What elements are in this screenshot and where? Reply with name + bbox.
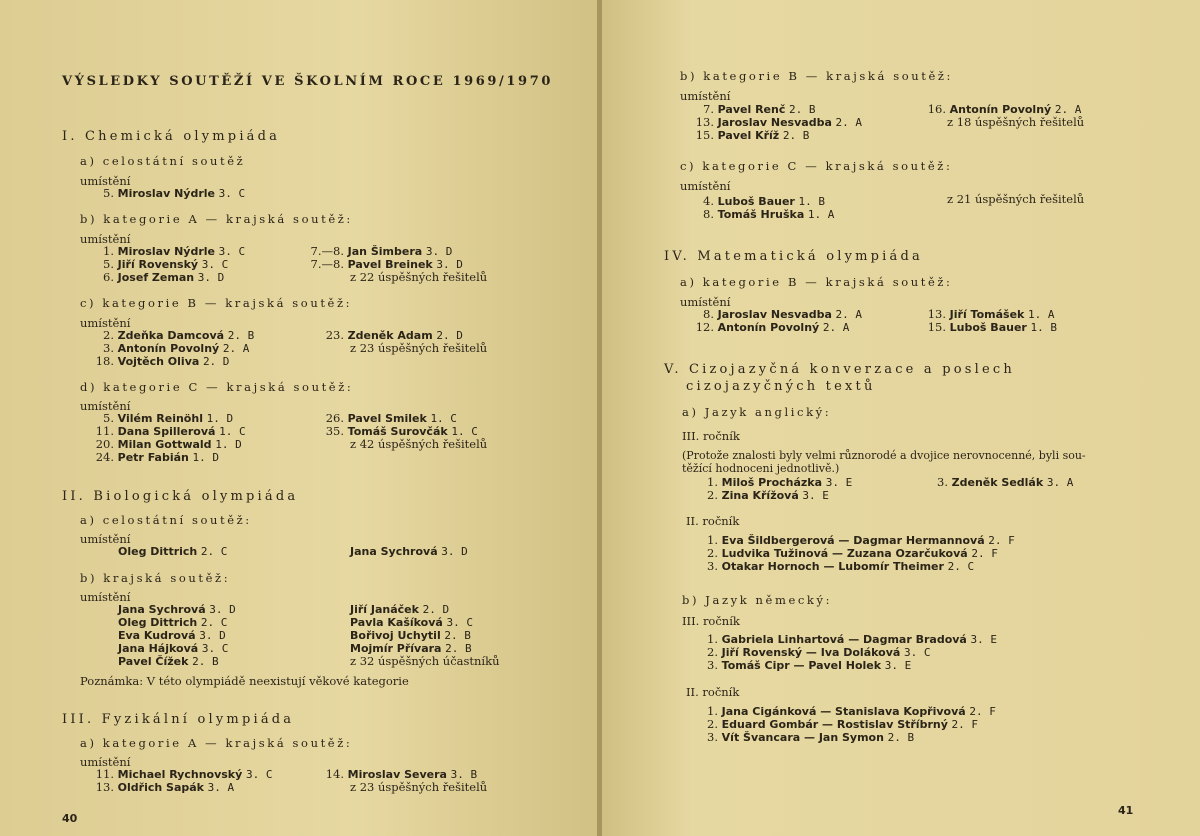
result-row [702, 547, 1015, 560]
result-class: 3. C [245, 768, 273, 781]
result-class: 3. C [201, 642, 229, 655]
result-name: Jiří Rovenský [117, 258, 199, 271]
result-class: 1. A [1028, 308, 1055, 321]
placement-label: umístění [80, 755, 131, 769]
result-row [350, 629, 473, 642]
result-name: Antonín Povolný [717, 321, 820, 334]
fyz-a-total: z 23 úspěšných řešitelů [350, 780, 488, 794]
placement-label: umístění [80, 532, 131, 546]
result-class: 1. D [206, 412, 234, 425]
english-3rd-year-label: III. ročník [682, 429, 740, 443]
result-row [80, 271, 245, 284]
result-row [118, 655, 236, 668]
section-biology-heading: II. Biologická olympiáda [62, 489, 299, 504]
result-class: 2. F [988, 534, 1015, 547]
result-row [118, 603, 236, 616]
german-label: b) Jazyk německý: [682, 593, 833, 607]
result-class: 2. F [951, 718, 979, 731]
result-class: 1. C [219, 425, 246, 438]
page-title: VÝSLEDKY SOUTĚŽÍ VE ŠKOLNÍM ROCE 1969/1970 [62, 74, 553, 89]
result-row [702, 646, 997, 659]
german-2nd-year-label: II. ročník [686, 685, 740, 699]
result-row [680, 208, 834, 221]
bio-a-result-right [350, 545, 468, 558]
result-name: Jiří Tomášek [949, 308, 1025, 321]
result-rank: 26. [325, 411, 344, 425]
result-row [902, 321, 1057, 334]
result-rank: 24. [95, 450, 114, 464]
result-rank: 16. [927, 102, 946, 116]
result-name: Miroslav Severa [347, 768, 447, 781]
result-rank: 4. [703, 194, 714, 208]
result-row [702, 560, 1015, 573]
chem-b-results-left [80, 245, 245, 284]
result-class: 1. B [798, 195, 825, 208]
result-rank: 2. [707, 546, 718, 560]
result-name: Pavla Kašíková [350, 616, 443, 629]
result-rank: 7. [703, 102, 714, 116]
result-rank: 5. [103, 411, 114, 425]
chem-c-results-left [80, 329, 254, 368]
chem-b-total: z 22 úspěšných řešitelů [350, 270, 488, 284]
result-rank: 7.—8. [310, 257, 344, 271]
result-name: Oldřich Sapák [117, 781, 204, 794]
result-rank: 15. [927, 320, 946, 334]
result-rank: 8. [703, 307, 714, 321]
result-name: Zdeněk Adam [347, 329, 433, 342]
result-name: Miroslav Nýdrle [117, 245, 216, 258]
result-class: 2. D [422, 603, 450, 616]
result-class: 2. A [222, 342, 250, 355]
german-3-results [702, 633, 997, 672]
result-class: 3. D [425, 245, 453, 258]
bio-a-label: a) celostátní soutěž: [80, 513, 252, 527]
section-languages-heading-2: cizojazyčných textů [686, 379, 876, 394]
section-physics-heading: III. Fyzikální olympiáda [62, 712, 295, 727]
result-rank: 13. [95, 780, 114, 794]
placement-label: umístění [80, 590, 131, 604]
result-class: 3. D [209, 603, 236, 616]
result-rank: 2. [707, 488, 718, 502]
fyz-a-label: a) kategorie A — krajská soutěž: [80, 736, 353, 750]
result-rank: 2. [707, 645, 718, 659]
result-rank: 2. [103, 328, 114, 342]
bio-b-total: z 32 úspěšných účastníků [350, 654, 500, 668]
result-class: 2. B [789, 103, 816, 116]
result-name: Tomáš Cipr — Pavel Holek [721, 659, 882, 672]
result-row [80, 187, 245, 200]
fyz-b-results-left [680, 103, 862, 142]
result-rank: 1. [707, 704, 718, 718]
result-name: Michael Rychnovský [117, 768, 243, 781]
result-rank: 8. [703, 207, 714, 221]
result-class: 2. F [971, 547, 998, 560]
result-class: 1. B [1030, 321, 1057, 334]
placement-label: umístění [680, 295, 731, 309]
result-name: Milan Gottwald [117, 438, 212, 451]
result-name: Jaroslav Nesvadba [717, 116, 832, 129]
result-class: 3. E [802, 489, 829, 502]
right-page [602, 0, 1200, 836]
result-rank: 3. [707, 658, 718, 672]
result-rank: 3. [707, 730, 718, 744]
result-rank: 6. [103, 270, 114, 284]
result-row [932, 476, 1073, 489]
result-class: 3. C [201, 258, 229, 271]
chem-c-label: c) kategorie B — krajská soutěž: [80, 296, 353, 310]
result-row [902, 308, 1057, 321]
result-rank: 23. [325, 328, 344, 342]
result-class: 2. B [227, 329, 255, 342]
result-class: 2. B [444, 629, 471, 642]
result-class: 3. B [450, 768, 478, 781]
chem-b-results-right [290, 245, 463, 271]
result-class: 2. C [947, 560, 975, 573]
left-page [0, 0, 598, 836]
result-class: 2. C [200, 616, 228, 629]
result-name: Tomáš Surovčák [347, 425, 448, 438]
result-name: Zdeňka Damcová [117, 329, 225, 342]
result-name: Jaroslav Nesvadba [717, 308, 832, 321]
result-name: Antonín Povolný [949, 103, 1052, 116]
result-rank: 3. [103, 341, 114, 355]
result-class: 3. D [199, 629, 226, 642]
fyz-a-results-left [80, 768, 272, 794]
result-class: 1. D [215, 438, 242, 451]
result-name: Pavel Renč [717, 103, 786, 116]
result-name: Miroslav Nýdrle [117, 187, 216, 200]
section-languages-heading: V. Cizojazyčná konverzace a poslech [664, 362, 1015, 377]
chem-d-results-right [300, 412, 478, 438]
result-class: 2. D [436, 329, 463, 342]
result-name: Vilém Reinöhl [117, 412, 203, 425]
result-name: Ludvika Tužinová — Zuzana Ozarčuková [721, 547, 968, 560]
result-name: Eva Kudrová [118, 629, 196, 642]
placement-label: umístění [80, 316, 131, 330]
result-rank: 35. [325, 424, 344, 438]
mat-results-right [902, 308, 1057, 334]
result-rank: 3. [937, 475, 948, 489]
result-row [680, 321, 862, 334]
result-name: Zdeněk Sedlák [951, 476, 1044, 489]
english-label: a) Jazyk anglický: [682, 405, 832, 419]
result-name: Luboš Bauer [949, 321, 1027, 334]
result-row [702, 476, 852, 489]
fyz-b-label: b) kategorie B — krajská soutěž: [680, 69, 954, 83]
result-name: Petr Fabián [117, 451, 189, 464]
result-class: 1. A [807, 208, 835, 221]
result-class: 2. C [200, 545, 228, 558]
result-name: Jana Sychrová [350, 545, 438, 558]
result-name: Antonín Povolný [117, 342, 220, 355]
placement-label: umístění [80, 399, 131, 413]
placement-label: umístění [680, 179, 731, 193]
result-rank: 15. [695, 128, 714, 142]
result-class: 2. A [835, 116, 863, 129]
placement-label: umístění [680, 89, 731, 103]
german-3rd-year-label: III. ročník [682, 614, 740, 628]
result-rank: 12. [695, 320, 714, 334]
result-row [680, 129, 862, 142]
result-row [80, 781, 272, 794]
bio-a-result-left [118, 545, 227, 558]
result-class: 1. C [430, 412, 457, 425]
result-class: 3. D [436, 258, 463, 271]
chem-a-label: a) celostátní soutěž [80, 154, 246, 168]
result-name: Dana Spillerová [117, 425, 216, 438]
result-name: Eduard Gombár — Rostislav Stříbrný [721, 718, 948, 731]
chem-c-total: z 23 úspěšných řešitelů [350, 341, 488, 355]
result-rank: 11. [95, 424, 114, 438]
result-row [702, 489, 852, 502]
result-row [80, 355, 254, 368]
bio-note: Poznámka: V této olympiádě neexistují věkové kategorie [80, 674, 409, 688]
result-name: Luboš Bauer [717, 195, 795, 208]
result-class: 3. C [903, 646, 931, 659]
bio-b-label: b) krajská soutěž: [80, 571, 231, 585]
result-name: Oleg Dittrich [118, 545, 198, 558]
mat-results-left [680, 308, 862, 334]
result-class: 2. D [202, 355, 230, 368]
mat-a-label: a) kategorie B — krajská soutěž: [680, 275, 953, 289]
chem-a-results [80, 187, 245, 200]
fyz-c-results-left [680, 195, 834, 221]
english-3-results-right [932, 476, 1073, 489]
result-row [702, 731, 996, 744]
result-name: Pavel Smilek [347, 412, 427, 425]
bio-b-results-right [350, 603, 473, 655]
chem-d-results-left [80, 412, 246, 464]
result-row [350, 603, 473, 616]
result-class: 3. C [218, 245, 246, 258]
result-rank: 1. [707, 533, 718, 547]
fyz-c-total: z 21 úspěšných řešitelů [947, 192, 1085, 206]
result-class: 3. E [970, 633, 997, 646]
result-name: Pavel Kříž [717, 129, 780, 142]
result-name: Pavel Breinek [347, 258, 433, 271]
result-name: Mojmír Přívara [350, 642, 442, 655]
result-rank: 18. [95, 354, 114, 368]
result-name: Jan Šimbera [347, 245, 423, 258]
result-name: Jana Sychrová [118, 603, 206, 616]
result-name: Vojtěch Oliva [117, 355, 200, 368]
english-3-results-left [702, 476, 852, 502]
result-row [702, 659, 997, 672]
result-class: 3. D [197, 271, 225, 284]
english-note-line-1: (Protože znalosti byly velmi různorodé a dvojice nerovnocenné, byli sou- [682, 449, 1086, 462]
result-name: Jana Cigánková — Stanislava Kopřivová [721, 705, 966, 718]
result-name: Bořivoj Uchytil [350, 629, 441, 642]
german-2-results [702, 705, 996, 744]
result-class: 3. C [218, 187, 246, 200]
result-class: 2. B [445, 642, 472, 655]
result-class: 2. B [192, 655, 219, 668]
result-class: 1. C [451, 425, 478, 438]
result-rank: 3. [707, 559, 718, 573]
result-row [118, 545, 227, 558]
result-rank: 5. [103, 186, 114, 200]
result-rank: 11. [95, 767, 114, 781]
result-row [118, 629, 236, 642]
result-name: Josef Zeman [117, 271, 195, 284]
result-name: Otakar Hornoch — Lubomír Theimer [721, 560, 944, 573]
result-name: Gabriela Linhartová — Dagmar Bradová [721, 633, 967, 646]
english-2-results [702, 534, 1015, 573]
result-class: 2. A [1054, 103, 1082, 116]
result-row [80, 451, 246, 464]
result-rank: 1. [707, 632, 718, 646]
bio-b-results-left [118, 603, 236, 668]
result-name: Tomáš Hruška [717, 208, 805, 221]
result-class: 3. A [1046, 476, 1074, 489]
result-name: Oleg Dittrich [118, 616, 198, 629]
chem-b-label: b) kategorie A — krajská soutěž: [80, 212, 353, 226]
placement-label: umístění [80, 174, 131, 188]
result-row [350, 545, 468, 558]
fyz-c-label: c) kategorie C — krajská soutěž: [680, 159, 953, 173]
result-class: 2. B [887, 731, 915, 744]
result-class: 2. F [969, 705, 996, 718]
result-name: Pavel Čížek [118, 655, 189, 668]
result-name: Eva Šildbergerová — Dagmar Hermannová [721, 534, 985, 547]
result-name: Zina Křížová [721, 489, 799, 502]
result-row [350, 616, 473, 629]
result-row [702, 633, 997, 646]
fyz-b-total: z 18 úspěšných řešitelů [947, 115, 1085, 129]
result-class: 2. A [835, 308, 863, 321]
result-name: Vít Švancara — Jan Symon [721, 731, 884, 744]
chem-d-label: d) kategorie C — krajská soutěž: [80, 380, 354, 394]
section-math-heading: IV. Matematická olympiáda [664, 249, 923, 264]
result-class: 3. A [207, 781, 235, 794]
result-rank: 1. [103, 244, 114, 258]
english-note-line-2: těžící hodnoceni jednotlivě.) [682, 462, 840, 475]
result-name: Jiří Janáček [350, 603, 419, 616]
result-rank: 14. [325, 767, 344, 781]
result-row [702, 718, 996, 731]
result-class: 2. A [822, 321, 850, 334]
result-row [118, 616, 236, 629]
result-name: Jiří Rovenský — Iva Doláková [721, 646, 901, 659]
result-rank: 2. [707, 717, 718, 731]
result-class: 1. D [192, 451, 220, 464]
result-rank: 1. [707, 475, 718, 489]
result-rank: 20. [95, 437, 114, 451]
result-row [118, 642, 236, 655]
result-class: 3. E [825, 476, 853, 489]
result-class: 3. C [446, 616, 473, 629]
page-number-right: 41 [1118, 804, 1134, 817]
result-rank: 13. [927, 307, 946, 321]
page-number-left: 40 [62, 812, 78, 825]
result-class: 3. E [884, 659, 912, 672]
result-name: Miloš Procházka [721, 476, 823, 489]
result-rank: 5. [103, 257, 114, 271]
result-name: Jana Hájková [118, 642, 199, 655]
english-2nd-year-label: II. ročník [686, 514, 740, 528]
placement-label: umístění [80, 232, 131, 246]
result-rank: 7.—8. [310, 244, 344, 258]
chem-d-total: z 42 úspěšných řešitelů [350, 437, 488, 451]
result-class: 2. B [782, 129, 810, 142]
result-rank: 13. [695, 115, 714, 129]
section-chemistry-heading: I. Chemická olympiáda [62, 129, 281, 144]
result-class: 3. D [441, 545, 468, 558]
